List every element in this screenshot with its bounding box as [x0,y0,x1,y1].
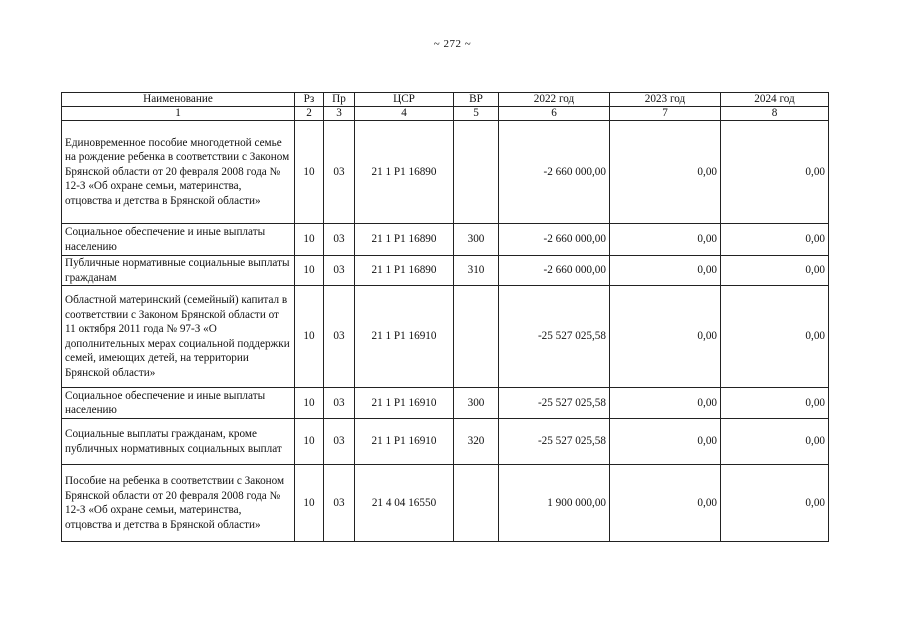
row-amount-2024: 0,00 [721,388,829,419]
row-csr: 21 1 Р1 16910 [355,286,454,388]
header-csr: ЦСР [355,93,454,107]
row-amount-2024: 0,00 [721,224,829,256]
row-rz: 10 [295,224,324,256]
table-row [62,388,829,419]
row-rz: 10 [295,286,324,388]
header-name: Наименование [62,93,295,107]
row-pr: 03 [324,224,355,256]
row-amount-2022: -25 527 025,58 [499,388,610,419]
header-vr: ВР [454,93,499,107]
header-row [62,93,829,107]
column-number: 7 [610,107,721,121]
header-2022: 2022 год [499,93,610,107]
row-amount-2022: -2 660 000,00 [499,224,610,256]
row-rz: 10 [295,256,324,286]
row-name: Областной материнский (семейный) капитал в соответствии с Законом Брянской области от 11 октября 2011 года № 97-З «О дополнительных мерах социальной поддержки семей, имеющих детей, на территории Брянской области» [62,286,295,388]
row-amount-2022: -25 527 025,58 [499,286,610,388]
column-number: 3 [324,107,355,121]
header-pr: Пр [324,93,355,107]
row-vr: 310 [454,256,499,286]
row-amount-2024: 0,00 [721,419,829,465]
row-csr: 21 4 04 16550 [355,465,454,542]
budget-table [61,92,829,542]
row-pr: 03 [324,388,355,419]
row-amount-2024: 0,00 [721,286,829,388]
column-number-row [62,107,829,121]
table-row [62,224,829,256]
table-row [62,286,829,388]
table-body [62,121,829,542]
row-csr: 21 1 Р1 16890 [355,256,454,286]
row-amount-2022: -2 660 000,00 [499,256,610,286]
row-name: Социальное обеспечение и иные выплаты населению [62,388,295,419]
row-amount-2022: 1 900 000,00 [499,465,610,542]
row-pr: 03 [324,121,355,224]
column-number: 4 [355,107,454,121]
row-csr: 21 1 Р1 16910 [355,419,454,465]
header-rz: Рз [295,93,324,107]
row-csr: 21 1 Р1 16890 [355,121,454,224]
table-row [62,256,829,286]
row-amount-2024: 0,00 [721,121,829,224]
row-vr: 300 [454,224,499,256]
row-csr: 21 1 Р1 16890 [355,224,454,256]
row-amount-2024: 0,00 [721,256,829,286]
table-row [62,121,829,224]
row-rz: 10 [295,419,324,465]
row-vr [454,121,499,224]
row-vr: 300 [454,388,499,419]
table-row [62,465,829,542]
column-number: 8 [721,107,829,121]
row-name: Пособие на ребенка в соответствии с Законом Брянской области от 20 февраля 2008 года № 12-З «Об охране семьи, материнства, отцовства и детства в Брянской области» [62,465,295,542]
table-row [62,419,829,465]
row-name: Социальные выплаты гражданам, кроме публичных нормативных социальных выплат [62,419,295,465]
row-vr [454,465,499,542]
row-rz: 10 [295,121,324,224]
row-amount-2023: 0,00 [610,419,721,465]
column-number: 1 [62,107,295,121]
row-pr: 03 [324,419,355,465]
header-2023: 2023 год [610,93,721,107]
row-amount-2023: 0,00 [610,224,721,256]
row-amount-2023: 0,00 [610,256,721,286]
row-amount-2023: 0,00 [610,121,721,224]
row-vr: 320 [454,419,499,465]
page-number: ~ 272 ~ [433,38,472,50]
row-pr: 03 [324,286,355,388]
row-name: Публичные нормативные социальные выплаты гражданам [62,256,295,286]
column-number: 5 [454,107,499,121]
row-pr: 03 [324,256,355,286]
row-vr [454,286,499,388]
row-rz: 10 [295,388,324,419]
header-2024: 2024 год [721,93,829,107]
column-number: 6 [499,107,610,121]
table-header [62,93,829,121]
row-amount-2022: -2 660 000,00 [499,121,610,224]
row-amount-2023: 0,00 [610,465,721,542]
row-rz: 10 [295,465,324,542]
row-amount-2023: 0,00 [610,388,721,419]
column-number: 2 [295,107,324,121]
row-name: Социальное обеспечение и иные выплаты населению [62,224,295,256]
row-amount-2024: 0,00 [721,465,829,542]
row-amount-2023: 0,00 [610,286,721,388]
row-name: Единовременное пособие многодетной семье на рождение ребенка в соответствии с Законом Брянской области от 20 февраля 2008 года № 12-З «Об охране семьи, материнства, отцовства и детства в Брянской области» [62,121,295,224]
row-csr: 21 1 Р1 16910 [355,388,454,419]
row-pr: 03 [324,465,355,542]
row-amount-2022: -25 527 025,58 [499,419,610,465]
